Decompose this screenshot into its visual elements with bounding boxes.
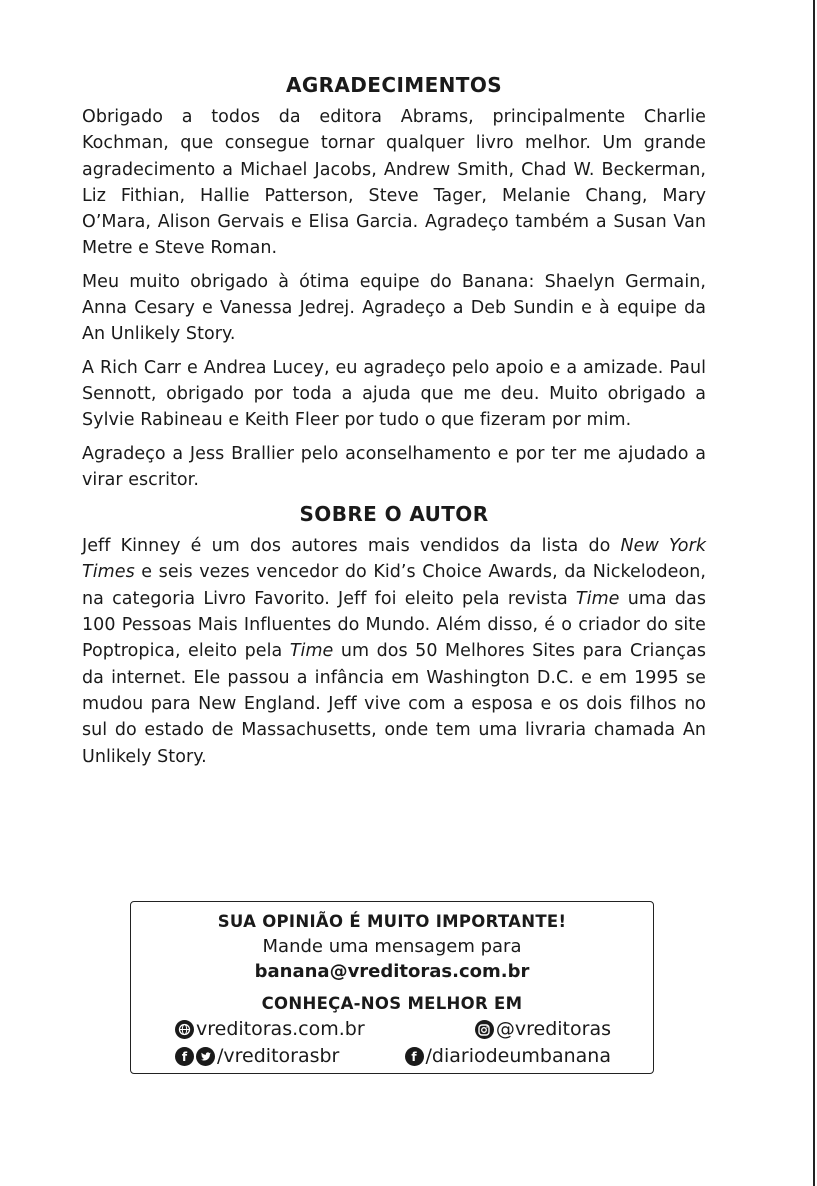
twitter-icon	[196, 1047, 215, 1066]
acknowledgments-paragraph-1: Obrigado a todos da editora Abrams, principalmente Charlie Kochman, que consegue tornar qualquer livro melhor. Um grande agradecimento a Michael Jacobs, Andrew Smith, Chad W. Beckerman, Liz Fithian, Hallie Patterson, Steve Tager, Melanie Chang, Mary O’Mara, Alison Gervais e Elisa Garcia. Agradeço também a Susan Van Metre e Steve Roman.	[82, 107, 706, 259]
about-text-2: e seis vezes vencedor do Kid’s Choice Awards, da Nickelodeon, na categoria Livro Favorito. Jeff foi eleito pela revista	[82, 562, 706, 609]
facebook-twitter-text: /vreditorasbr	[217, 1045, 340, 1067]
contact-email-link[interactable]: banana@vreditoras.com.br	[254, 961, 530, 982]
globe-icon	[175, 1020, 194, 1039]
website-link[interactable]	[175, 1016, 365, 1043]
facebook-diary-link[interactable]	[405, 1043, 611, 1070]
about-text-1: Jeff Kinney é um dos autores mais vendidos da lista do	[82, 536, 621, 557]
about-text-3: uma das 100 Pessoas Mais Influentes do Mundo. Além disso, é o criador do site Poptropica, eleito pela	[82, 588, 706, 662]
instagram-text: @vreditoras	[495, 1018, 611, 1040]
about-italic-newyorktimes: New York Times	[82, 536, 706, 583]
social-row-1	[131, 1016, 653, 1043]
acknowledgments-paragraph-3: A Rich Carr e Andrea Lucey, eu agradeço pelo apoio e a amizade. Paul Sennott, obrigado por toda a ajuda que me deu. Muito obrigado a Sylvie Rabineau e Keith Fleer por tudo o que fizeram por mim.	[82, 357, 706, 431]
website-text: vreditoras.com.br	[196, 1018, 365, 1040]
acknowledgments-paragraph-4: Agradeço a Jess Brallier pelo aconselhamento e por ter me ajudado a virar escritor.	[82, 443, 706, 490]
acknowledgments-paragraph-2: Meu muito obrigado à ótima equipe do Banana: Shaelyn Germain, Anna Cesary e Vanessa Jedrej. Agradeço a Deb Sundin e à equipe da An Unlikely Story.	[82, 271, 706, 345]
know-us-heading: CONHEÇA-NOS MELHOR EM	[261, 994, 523, 1013]
instagram-link[interactable]	[475, 1016, 611, 1043]
facebook-icon: f	[175, 1047, 194, 1066]
facebook-twitter-link[interactable]	[175, 1043, 339, 1070]
social-row-2	[131, 1043, 653, 1070]
contact-headline: SUA OPINIÃO É MUITO IMPORTANTE!	[217, 912, 567, 931]
page-content	[82, 72, 706, 777]
about-italic-time-1: Time	[575, 588, 620, 609]
facebook-icon: f	[405, 1047, 424, 1066]
contact-box	[130, 901, 654, 1074]
contact-message-line: Mande uma mensagem para	[262, 936, 522, 957]
facebook-diary-text: /diariodeumbanana	[425, 1045, 611, 1067]
page-edge-line	[813, 0, 815, 1186]
instagram-icon	[475, 1020, 494, 1039]
about-author-heading: SOBRE O AUTOR	[299, 502, 489, 527]
acknowledgments-heading: AGRADECIMENTOS	[285, 73, 503, 97]
about-text-4: um dos 50 Melhores Sites para Crianças da internet. Ele passou a infância em Washington D.C. e em 1995 se mudou para New England. Jeff vive com a esposa e os dois filhos no sul do estado de Massachusetts, onde tem uma livraria chamada An Unlikely Story.	[82, 641, 706, 767]
about-author-paragraph	[82, 533, 706, 770]
about-italic-time-2: Time	[289, 641, 334, 662]
